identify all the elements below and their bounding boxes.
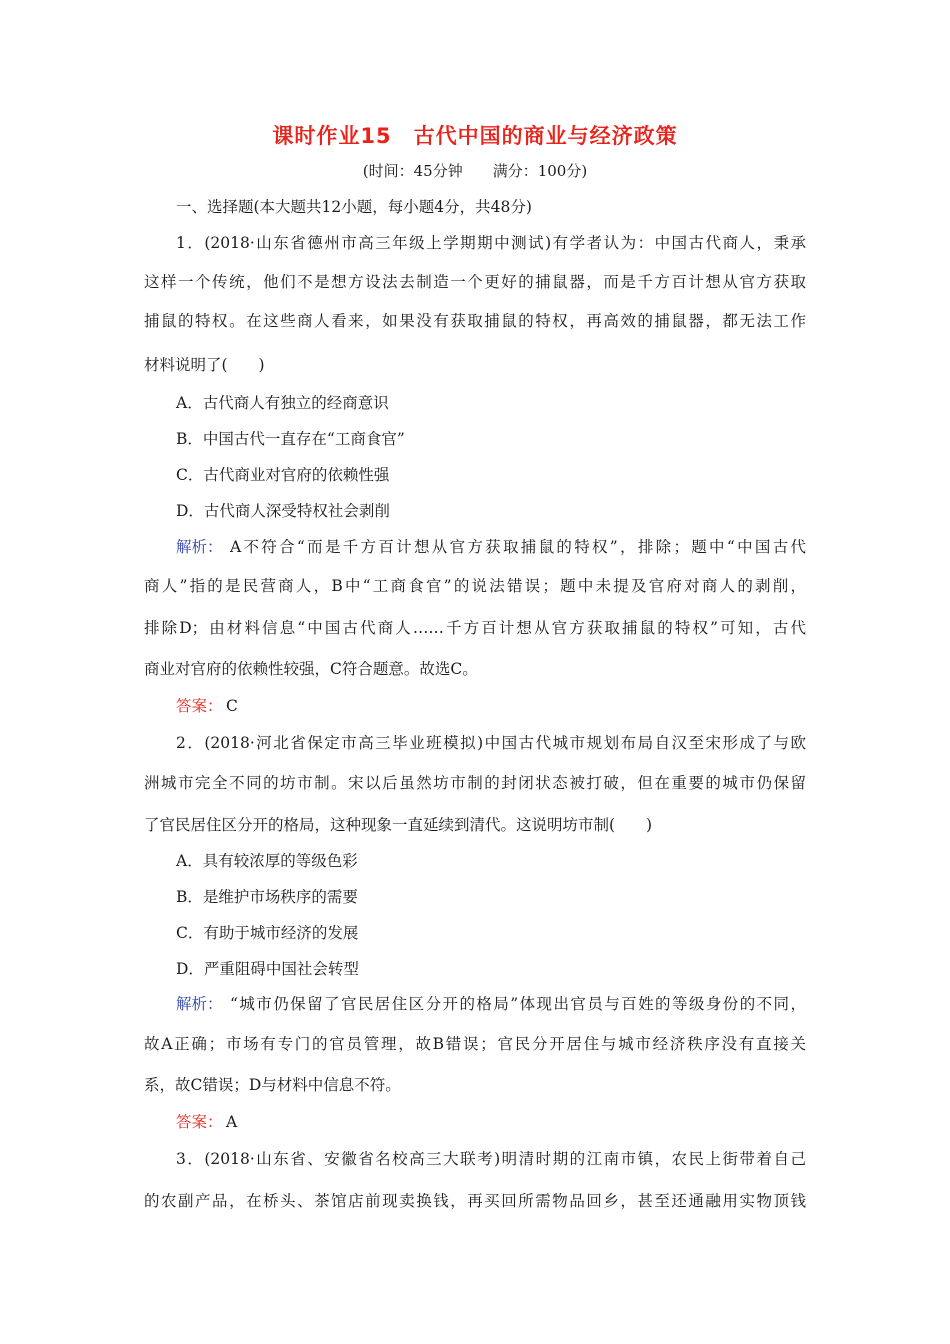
q2-option-d: D．严重阻碍中国社会转型 — [176, 960, 359, 978]
q1-answer-label: 答案： — [176, 697, 223, 715]
q2-option-b: B．是维护市场秩序的需要 — [176, 888, 358, 906]
q2-stem-line: 2．(2018·河北省保定市高三毕业班模拟)中国古代城市规划布局自汉至宋形成了与欧 — [176, 734, 806, 752]
q1-analysis-line: 排除D；由材料信息“中国古代商人……千方百计想从官方获取捕鼠的特权”可知，古代 — [144, 619, 806, 637]
q1-stem-line: 捕鼠的特权。在这些商人看来，如果没有获取捕鼠的特权，再高效的捕鼠器，都无法工作 — [144, 312, 806, 330]
q1-stem-line: 材料说明了( ) — [144, 356, 265, 374]
q2-stem-line: 了官民居住区分开的格局，这种现象一直延续到清代。这说明坊市制( ) — [144, 816, 653, 834]
q2-answer-label: 答案： — [176, 1113, 223, 1131]
q1-option-a: A．古代商人有独立的经商意识 — [176, 394, 389, 412]
section-heading: 一、选择题(本大题共12小题，每小题4分，共48分) — [176, 198, 532, 216]
q1-analysis-line: A不符合“而是千方百计想从官方获取捕鼠的特权”，排除；题中“中国古代 — [230, 538, 806, 556]
q2-option-a: A．具有较浓厚的等级色彩 — [176, 852, 358, 870]
q1-option-d: D．古代商人深受特权社会剥削 — [176, 502, 390, 520]
q1-analysis-line: 商人”指的是民营商人，B中“工商食官”的说法错误；题中未提及官府对商人的剥削， — [144, 577, 806, 595]
q1-analysis-label: 解析： — [176, 538, 223, 556]
time-score-info: (时间：45分钟 满分：100分) — [362, 162, 588, 180]
q1-stem-line: 这样一个传统，他们不是想方设法去制造一个更好的捕鼠器，而是千方百计想从官方获取 — [144, 273, 806, 291]
q2-analysis-label: 解析： — [176, 995, 223, 1013]
q1-stem-line: 1．(2018·山东省德州市高三年级上学期期中测试)有学者认为：中国古代商人，秉承 — [176, 234, 806, 252]
q2-option-c: C．有助于城市经济的发展 — [176, 924, 359, 942]
q1-option-b: B．中国古代一直存在“工商食官” — [176, 430, 405, 448]
q1-option-c: C．古代商业对官府的依赖性强 — [176, 466, 390, 484]
page-title: 课时作业15 古代中国的商业与经济政策 — [272, 124, 678, 148]
q2-stem-line: 洲城市完全不同的坊市制。宋以后虽然坊市制的封闭状态被打破，但在重要的城市仍保留 — [144, 774, 806, 792]
q2-answer-value: A — [226, 1113, 238, 1131]
q1-analysis-line: 商业对官府的依赖性较强，C符合题意。故选C。 — [144, 660, 478, 678]
q3-stem-line: 3．(2018·山东省、安徽省名校高三大联考)明清时期的江南市镇，农民上街带着自己 — [176, 1150, 806, 1168]
q2-analysis-line: 故A正确；市场有专门的官员管理，故B错误；官民分开居住与城市经济秩序没有直接关 — [144, 1035, 806, 1053]
q2-analysis-line: “城市仍保留了官民居住区分开的格局”体现出官员与百姓的等级身份的不同， — [230, 995, 806, 1013]
q3-stem-line: 的农副产品，在桥头、茶馆店前现卖换钱，再买回所需物品回乡，甚至还通融用实物顶钱 — [144, 1192, 806, 1210]
q2-analysis-line: 系，故C错误；D与材料中信息不符。 — [144, 1076, 401, 1094]
q1-answer-value: C — [226, 697, 238, 715]
